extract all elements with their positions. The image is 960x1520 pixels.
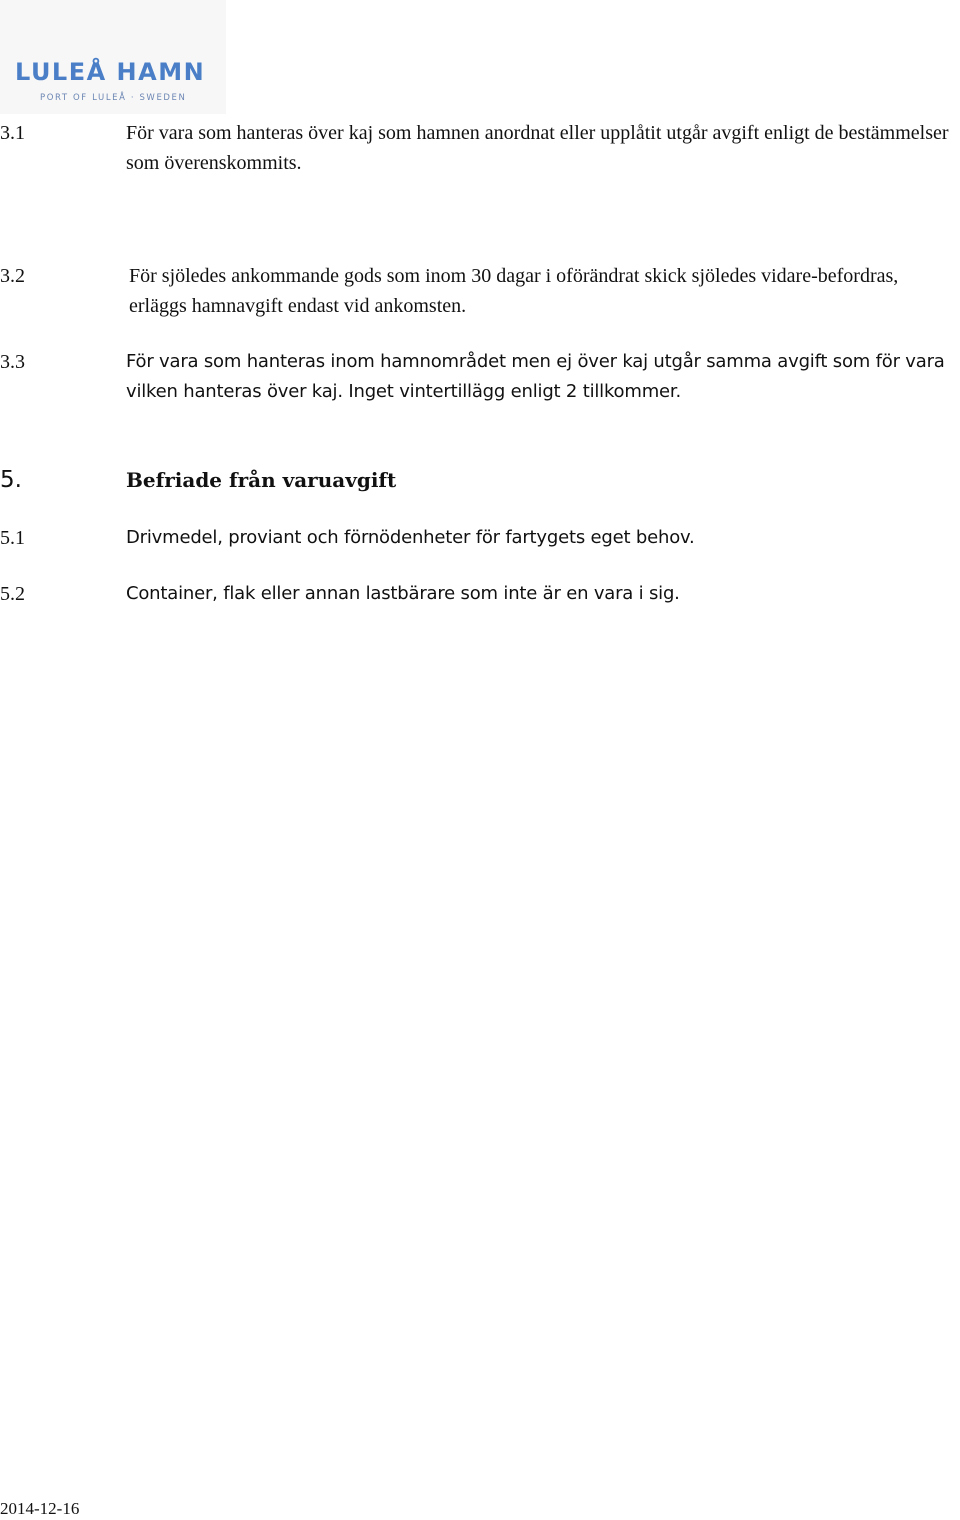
section-text-5-1: Drivmedel, proviant och förnödenheter för fartygets eget behov. [126,527,695,548]
footer-date: 2014-12-16 [0,1499,80,1518]
section-number-5-1: 5.1 [0,527,25,549]
section-heading-title-5: Befriade från varuavgift [126,468,397,492]
section-text-3-2: För sjöledes ankommande gods som inom 30 dagar i oförändrat skick sjöledes vidare-befordras, erläggs hamnavgift endast vid ankomsten. [129,265,899,317]
logo [0,0,226,114]
section-number-3-2: 3.2 [0,265,25,287]
logo-name: LULEÅ HAMN [15,58,206,86]
section-number-3-1: 3.1 [0,122,25,144]
section-number-3-3: 3.3 [0,351,25,373]
logo-tagline: PORT OF LULEÅ · SWEDEN [40,93,187,103]
section-text-3-1: För vara som hanteras över kaj som hamnen anordnat eller upplåtit utgår avgift enligt de bestämmelser som överenskommits. [126,122,949,174]
section-number-5-2: 5.2 [0,583,25,605]
section-text-5-2: Container, flak eller annan lastbärare som inte är en vara i sig. [126,583,680,604]
section-heading-number-5: 5. [0,467,22,493]
section-text-3-3: För vara som hanteras inom hamnområdet men ej över kaj utgår samma avgift som för vara vilken hanteras över kaj. Inget vintertillägg enligt 2 tillkommer. [126,351,945,402]
